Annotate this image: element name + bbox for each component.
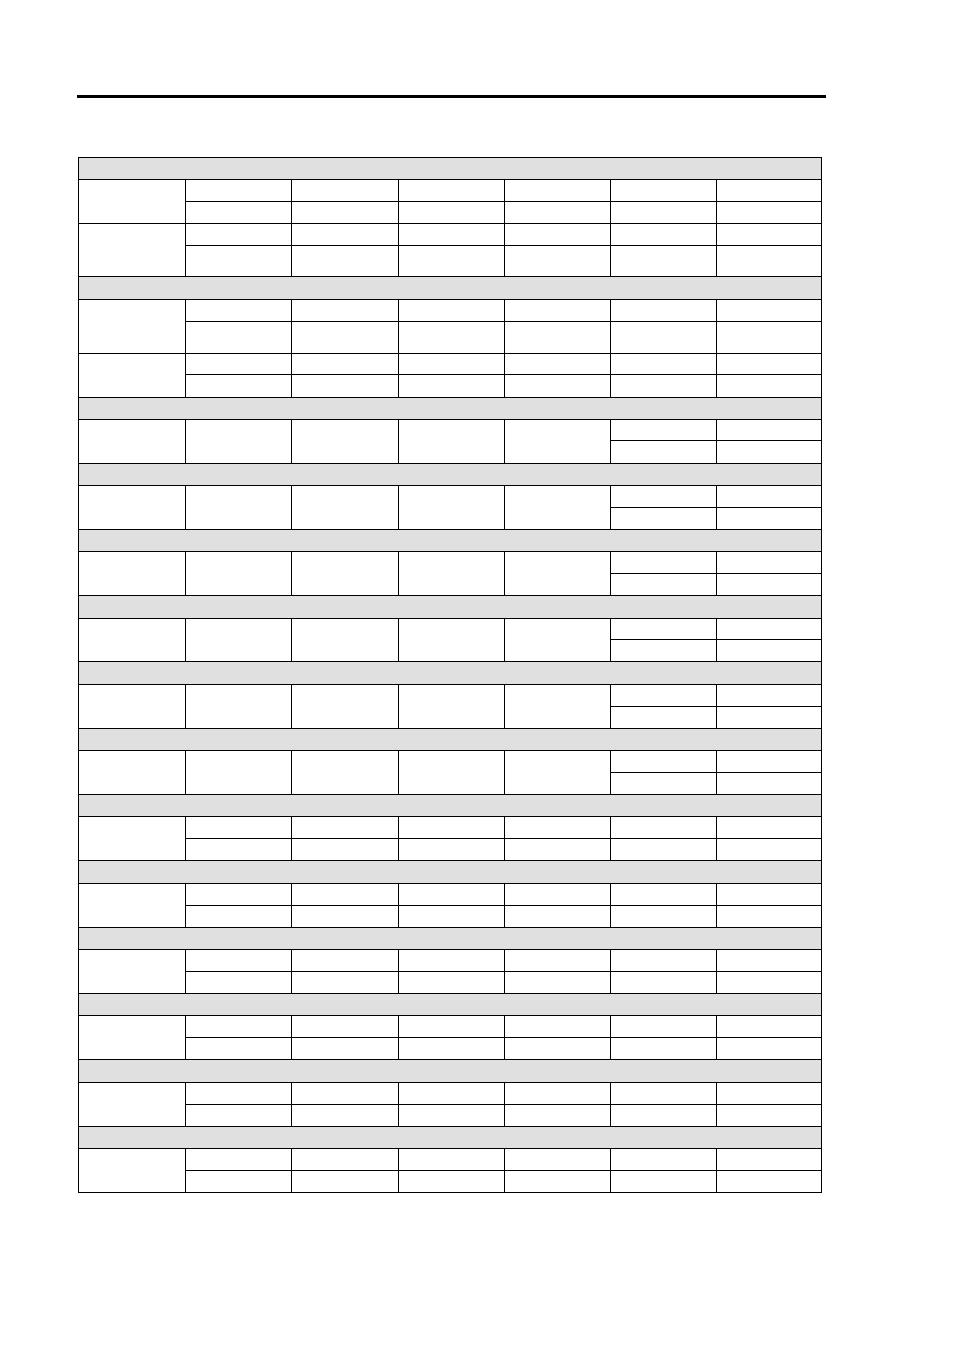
column-divider <box>716 751 717 795</box>
row-divider <box>79 883 821 884</box>
row-divider <box>185 1037 821 1038</box>
column-divider <box>398 486 399 530</box>
column-divider <box>716 1149 717 1193</box>
column-divider <box>185 486 186 530</box>
column-divider <box>610 1149 611 1193</box>
column-divider <box>610 354 611 398</box>
column-divider <box>610 884 611 928</box>
section-heading-band <box>79 861 821 884</box>
section-heading-band <box>79 994 821 1016</box>
column-divider <box>716 1016 717 1060</box>
column-divider <box>398 420 399 464</box>
column-divider <box>398 354 399 398</box>
column-divider <box>291 180 292 224</box>
column-divider <box>185 619 186 662</box>
spec-table <box>78 157 822 1193</box>
column-divider <box>610 180 611 224</box>
column-divider <box>610 420 611 464</box>
column-divider <box>610 619 611 662</box>
column-divider <box>610 300 611 354</box>
row-divider <box>79 816 821 817</box>
column-divider <box>291 486 292 530</box>
column-divider <box>504 300 505 354</box>
column-divider <box>610 486 611 530</box>
column-divider <box>504 420 505 464</box>
column-divider <box>716 950 717 994</box>
column-divider <box>504 354 505 398</box>
row-divider <box>185 905 821 906</box>
column-divider <box>185 950 186 994</box>
column-divider <box>398 751 399 795</box>
column-divider <box>610 817 611 861</box>
column-divider <box>185 1083 186 1127</box>
row-divider <box>610 440 821 441</box>
column-divider <box>716 224 717 277</box>
column-divider <box>185 300 186 354</box>
column-divider <box>398 1016 399 1060</box>
section-heading-band <box>79 729 821 751</box>
section-heading-band <box>79 1060 821 1083</box>
column-divider <box>291 1149 292 1193</box>
section-heading-band <box>79 1127 821 1149</box>
column-divider <box>610 552 611 596</box>
column-divider <box>291 884 292 928</box>
column-divider <box>291 300 292 354</box>
column-divider <box>504 224 505 277</box>
column-divider <box>504 180 505 224</box>
section-heading-band <box>79 398 821 420</box>
column-divider <box>185 751 186 795</box>
row-divider <box>79 618 821 619</box>
section-heading-band <box>79 158 821 180</box>
column-divider <box>185 354 186 398</box>
row-divider <box>79 1082 821 1083</box>
column-divider <box>291 950 292 994</box>
column-divider <box>504 1149 505 1193</box>
column-divider <box>610 950 611 994</box>
section-heading-band <box>79 662 821 685</box>
column-divider <box>291 1083 292 1127</box>
column-divider <box>504 619 505 662</box>
row-divider <box>610 639 821 640</box>
column-divider <box>716 486 717 530</box>
column-divider <box>291 354 292 398</box>
row-divider <box>185 1170 821 1171</box>
column-divider <box>716 354 717 398</box>
column-divider <box>716 300 717 354</box>
column-divider <box>291 817 292 861</box>
column-divider <box>504 552 505 596</box>
column-divider <box>610 224 611 277</box>
row-divider <box>79 551 821 552</box>
column-divider <box>610 685 611 729</box>
column-divider <box>398 884 399 928</box>
column-divider <box>716 884 717 928</box>
row-divider <box>79 419 821 420</box>
column-divider <box>398 180 399 224</box>
column-divider <box>291 224 292 277</box>
column-divider <box>291 751 292 795</box>
section-heading-band <box>79 464 821 486</box>
row-divider <box>79 750 821 751</box>
column-divider <box>504 685 505 729</box>
row-divider <box>185 321 821 322</box>
row-divider <box>610 772 821 773</box>
column-divider <box>716 552 717 596</box>
column-divider <box>504 751 505 795</box>
column-divider <box>291 685 292 729</box>
column-divider <box>716 619 717 662</box>
column-divider <box>185 884 186 928</box>
column-divider <box>291 420 292 464</box>
column-divider <box>398 224 399 277</box>
row-divider <box>79 949 821 950</box>
section-heading-band <box>79 277 821 300</box>
column-divider <box>291 619 292 662</box>
column-divider <box>185 685 186 729</box>
column-divider <box>185 552 186 596</box>
row-divider <box>79 1192 821 1193</box>
row-divider <box>185 838 821 839</box>
section-heading-band <box>79 928 821 950</box>
column-divider <box>398 552 399 596</box>
row-divider <box>79 223 821 224</box>
row-divider <box>185 245 821 246</box>
column-divider <box>716 817 717 861</box>
row-divider <box>185 374 821 375</box>
column-divider <box>398 950 399 994</box>
column-divider <box>398 619 399 662</box>
column-divider <box>398 300 399 354</box>
column-divider <box>504 486 505 530</box>
column-divider <box>185 1149 186 1193</box>
row-divider <box>185 971 821 972</box>
column-divider <box>716 1083 717 1127</box>
column-divider <box>291 552 292 596</box>
column-divider <box>504 950 505 994</box>
column-divider <box>398 1083 399 1127</box>
row-divider <box>610 573 821 574</box>
column-divider <box>398 1149 399 1193</box>
column-divider <box>716 180 717 224</box>
top-rule <box>77 95 826 98</box>
column-divider <box>504 1016 505 1060</box>
column-divider <box>504 884 505 928</box>
row-divider <box>79 485 821 486</box>
column-divider <box>185 817 186 861</box>
column-divider <box>716 685 717 729</box>
row-divider <box>79 353 821 354</box>
row-divider <box>185 1104 821 1105</box>
column-divider <box>610 1016 611 1060</box>
section-heading-band <box>79 530 821 552</box>
section-heading-band <box>79 596 821 619</box>
row-divider <box>79 684 821 685</box>
row-divider <box>610 507 821 508</box>
column-divider <box>185 224 186 277</box>
column-divider <box>398 685 399 729</box>
column-divider <box>398 817 399 861</box>
column-divider <box>185 420 186 464</box>
row-divider <box>79 1015 821 1016</box>
column-divider <box>291 1016 292 1060</box>
column-divider <box>610 1083 611 1127</box>
column-divider <box>504 817 505 861</box>
row-divider <box>79 179 821 180</box>
column-divider <box>610 751 611 795</box>
row-divider <box>79 1148 821 1149</box>
column-divider <box>185 1016 186 1060</box>
row-divider <box>79 299 821 300</box>
section-heading-band <box>79 795 821 817</box>
column-divider <box>504 1083 505 1127</box>
row-divider <box>610 706 821 707</box>
row-divider <box>185 201 821 202</box>
column-divider <box>185 180 186 224</box>
column-divider <box>716 420 717 464</box>
